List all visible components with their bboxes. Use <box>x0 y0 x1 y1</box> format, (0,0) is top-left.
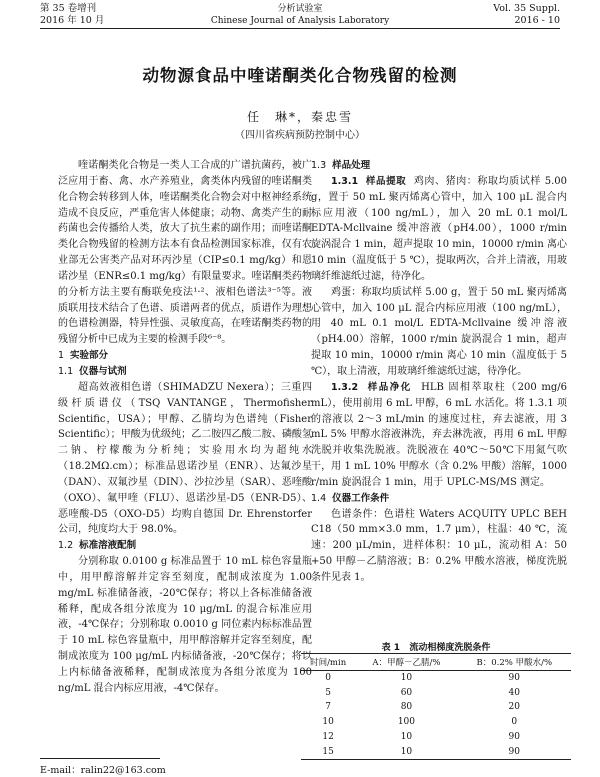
table-header-row <box>301 654 571 671</box>
intro-paragraph: 喹诺酮类化合物是一类人工合成的广谱抗菌药，被广泛应用于畜、禽、水产养殖业，禽类体内残留的喹诺酮类化合物会转移到人体，喹诺酮类化合物会对中枢神经系统造成不良反应，严重危害人体健康；动物、禽类产生的耐药菌也会传播给人类，放大了抗生素的副作用；而喹诺酮类化合物残留的检测方法本有食品检测国家标准，仅有农业部无公害类产品对环丙沙星（CIP≤0.1 mg/kg）和恩诺沙星（ENR≤0.1 mg/kg）有限量要求。喹诺酮类药物的分析方法主要有酶联免疫法¹·²、液相色谱法³⁻⁵等。液质联用技术结合了色谱、质谱两者的优点，质谱作为理想的色谱检测器，特异性强、灵敏度高，在喹诺酮类药物的残留分析中已成为主要的检测手段⁶⁻⁸。 <box>58 160 312 346</box>
subsubsection-label: 1.3.2 样品净化 <box>331 381 412 393</box>
gradient-table <box>301 653 571 760</box>
journal-name-cn: 分析试验室 <box>277 4 323 14</box>
footnote-rule <box>40 758 160 759</box>
table-header-cell: 时间/min <box>301 654 355 671</box>
running-header-right <box>493 3 560 27</box>
author-email: E-mail：ralin22@163.com <box>40 765 166 776</box>
extraction-paragraph-egg: 鸡蛋：称取均质试样 5.00 g，置于 50 mL 聚丙烯离心管中，加入 100 μL 混合内标应用液（100 ng/mL），用 40 mL 0.1 mol/L EDTA-Mcllvaine 缓冲溶液（pH4.00）溶解，1000 r/min 旋涡混合 1 min，超声提取 10 min，10000 r/min 离心 10 min（温度低于 5 ℃），取上清液，用玻璃纤维滤纸过滤，待净化。 <box>311 286 567 377</box>
table-header-cell: B：0.2% 甲酸水/% <box>458 654 571 671</box>
purification-paragraph: 1.3.2 样品净化 HLB 固相萃取柱（200 mg/6 mL），使用前用 6 mL 甲醇，6 mL 水活化。将 1.3.1 项的溶液以 2～3 mL/min 的速度过柱，弃去滤液，用 3 mL 5% 甲醇水溶液淋洗，弃去淋洗液，再用 6 mL 甲醇洗脱并收集洗脱液。洗脱液在 40℃～50℃下用氮气吹干，用 1 mL 10% 甲醇水（含 0.2% 甲酸）溶解，1000 r/min 旋涡混合 1 min，用于 UPLC-MS/MS 测定。 <box>311 381 567 488</box>
right-column <box>311 158 567 586</box>
subsection-heading: 1.1 仪器与试剂 <box>58 365 127 377</box>
instruments-paragraph: 超高效液相色谱（SHIMADZU Nexera）；三重四级杆质谱仪（TSQ VANTANGE，Thermofisher Scientific，USA）；甲醇、乙腈均为色谱纯（Fisher Scientific）；甲酸为优级纯；乙二胺四乙酸二胺、磷酸氢二钠、柠檬酸为分析纯；实验用水均为超纯水（18.2MΩ.cm）；标准品恩诺沙星（ENR）、达氟沙星（DAN）、双氟沙星（DIN）、沙拉沙星（SAR）、恶喹酸（OXO）、氟甲喹（FLU）、恩诺沙星-D5（ENR-D5）、恶喹酸-D5（OXO-D5）均购自德国 Dr. Ehrenstorfer 公司，纯度均大于 98.0%。 <box>58 381 312 536</box>
table-row: 10 100 0 <box>322 717 518 728</box>
subsection-heading: 1.3 样品处理 <box>311 160 371 171</box>
running-header-left <box>40 3 104 27</box>
header-rule <box>40 28 560 29</box>
left-column <box>58 158 312 697</box>
table-row: 12 10 90 <box>322 731 520 742</box>
volume-cn: 第 35 卷增刊 <box>40 3 97 14</box>
extraction-paragraph-meat: 1.3.1 样品提取 鸡肉、猪肉：称取均质试样 5.00 g，置于 50 mL 聚丙烯离心管中，加入 100 μL 混合内标应用液（100 ng/mL），加入 20 mL 0.1 mol/L EDTA-Mcllvaine 缓冲溶液（pH4.00），1000 r/min 旋涡混合 1 min，超声提取 10 min，10000 r/min 离心 10 min（温度低于 5 ℃），提取两次，合并上清液，用玻璃纤维滤纸过滤，待净化。 <box>311 175 567 282</box>
table-row: 7 80 20 <box>325 702 520 713</box>
table-header-cell: A：甲醇－乙腈/% <box>355 654 457 671</box>
volume-en: Vol. 35 Suppl. <box>493 3 560 14</box>
subsubsection-label: 1.3.1 样品提取 <box>331 175 407 187</box>
date-cn: 2016 年 10 月 <box>40 15 105 26</box>
section-heading: 1 实验部分 <box>58 350 109 362</box>
date-en: 2016 - 10 <box>514 15 560 26</box>
standard-solution-paragraph: 分别称取 0.0100 g 标准品置于 10 mL 棕色容量瓶中，用甲醇溶解并定容至刻度，配制成浓度为 1.00 mg/mL 标准储备液，-20℃保存；将以上各标准储备液稀释，配成各组分浓度为 10 μg/mL 的混合标准应用液，-4℃保存；分别称取 0.0010 g 同位素内标标准品置于 10 mL 棕色容量瓶中，用甲醇溶解并定容至刻度，配制成浓度为 100 μg/mL 内标储备液，-20℃保存；将以上内标储备液稀释，配制成浓度为各组分浓度为 100 ng/mL 混合内标应用液，-4℃保存。 <box>58 556 312 694</box>
running-header-center <box>150 3 450 27</box>
table-row: 15 10 90 <box>301 745 571 760</box>
journal-name-en: Chinese Journal of Analysis Laboratory <box>210 16 390 26</box>
subsection-heading: 1.4 仪器工作条件 <box>311 492 390 504</box>
table-caption: 表 1 流动相梯度洗脱条件 <box>381 643 491 653</box>
table-row: 0 10 90 <box>325 673 520 683</box>
instrument-conditions-paragraph: 色谱条件：色谱柱 Waters ACQUITY UPLC BEH C18（50 mm×3.0 mm，1.7 μm），柱温：40 ℃，流速：200 μL/min，进样体积：10 μL，流动相 A：50 +50 甲醇－乙腈溶液；B：0.2% 甲酸水溶液，梯度洗脱条件见表 1。 <box>311 508 567 583</box>
table-row: 5 60 40 <box>325 687 520 698</box>
affiliation: （四川省疾病预防控制中心） <box>235 130 365 141</box>
authors: 任 琳*，秦忠雪 <box>246 110 353 124</box>
paper-title: 动物源食品中喹诺酮类化合物残留的检测 <box>142 66 458 85</box>
table-1 <box>301 640 571 760</box>
subsection-heading: 1.2 标准溶液配制 <box>58 540 137 552</box>
